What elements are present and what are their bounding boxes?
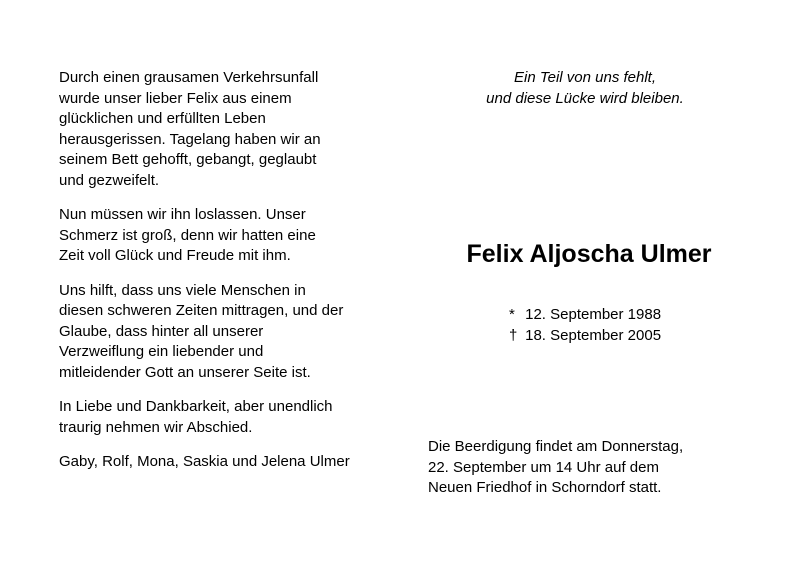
- message-line: Zeit voll Glück und Freude mit ihm.: [59, 247, 291, 264]
- message-line: glücklichen und erfüllten Leben: [59, 110, 266, 127]
- message-line: Verzweiflung ein liebender und: [59, 343, 264, 360]
- message-paragraph-3: [59, 281, 399, 384]
- death-date-line: [420, 326, 750, 347]
- funeral-line: 22. September um 14 Uhr auf dem: [428, 458, 659, 476]
- message-paragraph-2: [59, 205, 399, 267]
- funeral-line: Die Beerdigung findet am Donnerstag,: [428, 438, 684, 455]
- quote-line: Ein Teil von uns fehlt,: [513, 69, 657, 86]
- signature-line: Gaby, Rolf, Mona, Saskia und Jelena Ulmer: [59, 453, 350, 470]
- message-paragraph-1: [59, 68, 399, 191]
- cross-icon: †: [508, 326, 518, 344]
- deceased-name: Felix Aljoscha Ulmer: [466, 240, 712, 268]
- birth-symbol: *: [508, 306, 515, 323]
- message-line: mitleidender Gott an unserer Seite ist.: [59, 363, 311, 381]
- family-signature: [59, 452, 399, 473]
- message-line: seinem Bett gehofft, gebangt, geglaubt: [59, 151, 317, 168]
- message-line: Uns hilft, dass uns viele Menschen in: [59, 281, 306, 299]
- funeral-notice: [428, 437, 758, 499]
- message-line: herausgerissen. Tagelang haben wir an: [59, 130, 321, 148]
- life-dates: [420, 305, 750, 346]
- message-line: Glaube, dass hinter all unserer: [59, 322, 264, 340]
- birth-date-line: [420, 305, 750, 326]
- death-date: 18. September 2005: [525, 326, 662, 344]
- message-line: In Liebe und Dankbarkeit, aber unendlich: [59, 398, 333, 415]
- message-line: Durch einen grausamen Verkehrsunfall: [59, 69, 319, 86]
- family-message: [59, 68, 399, 487]
- message-line: diesen schweren Zeiten mittragen, und der: [59, 302, 344, 319]
- funeral-line: Neuen Friedhof in Schorndorf statt.: [428, 479, 662, 496]
- memorial-quote: [420, 68, 750, 109]
- message-line: und gezweifelt.: [59, 171, 160, 189]
- message-paragraph-4: [59, 397, 399, 438]
- message-line: wurde unser lieber Felix aus einem: [59, 89, 292, 107]
- quote-line: und diese Lücke wird bleiben.: [486, 89, 684, 107]
- message-line: traurig nehmen wir Abschied.: [59, 418, 253, 436]
- message-line: Nun müssen wir ihn loslassen. Unser: [59, 206, 306, 223]
- birth-date: 12. September 1988: [525, 306, 662, 323]
- message-line: Schmerz ist groß, denn wir hatten eine: [59, 226, 316, 244]
